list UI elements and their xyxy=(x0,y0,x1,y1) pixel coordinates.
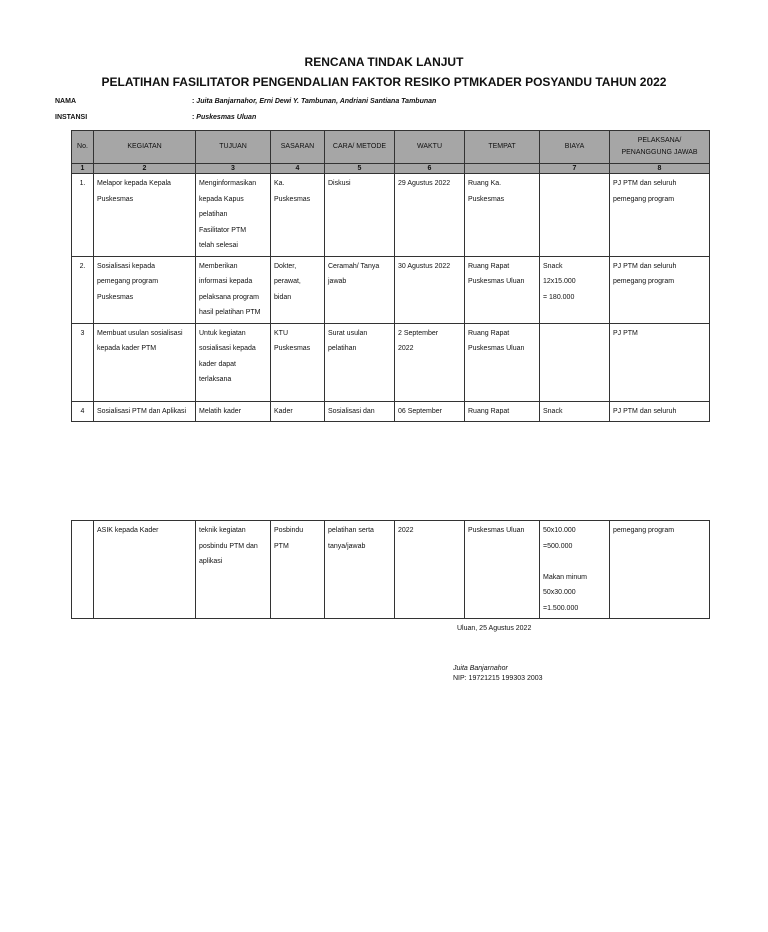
document-title: RENCANA TINDAK LANJUT xyxy=(304,55,464,69)
instansi-value: Puskesmas Uluan xyxy=(196,114,257,121)
row-kegiatan: Sosialisasi PTM dan Aplikasi xyxy=(94,401,196,422)
row-tempat: Ruang Ka. Puskesmas xyxy=(465,174,540,257)
colnum-8: 8 xyxy=(610,164,710,174)
row-no xyxy=(72,521,94,619)
signature-place-date: Uluan, 25 Agustus 2022 xyxy=(457,625,532,632)
row-tujuan: teknik kegiatan posbindu PTM dan aplikasi xyxy=(196,521,271,619)
row-tempat: Ruang Rapat Puskesmas Uluan xyxy=(465,256,540,323)
colnum-4: 4 xyxy=(271,164,325,174)
row-waktu: 2022 xyxy=(395,521,465,619)
instansi-colon: : xyxy=(192,114,195,121)
row-tempat: Ruang Rapat xyxy=(465,401,540,422)
row-waktu: 2 September 2022 xyxy=(395,323,465,401)
row-waktu: 29 Agustus 2022 xyxy=(395,174,465,257)
row-sasaran: Kader xyxy=(271,401,325,422)
row-sasaran: Posbindu PTM xyxy=(271,521,325,619)
row-no: 2. xyxy=(72,256,94,323)
table-row xyxy=(72,256,710,323)
plan-table-continuation xyxy=(71,520,710,619)
row-biaya: 50x10.000 =500.000 Makan minum 50x30.000 =1.500.000 xyxy=(540,521,610,619)
row-metode: pelatihan serta tanya/jawab xyxy=(325,521,395,619)
colnum-7: 7 xyxy=(540,164,610,174)
row-biaya: Snack xyxy=(540,401,610,422)
row-no: 1. xyxy=(72,174,94,257)
row-biaya: Snack 12x15.000 = 180.000 xyxy=(540,256,610,323)
header-sasaran: SASARAN xyxy=(271,131,325,164)
nama-label: NAMA xyxy=(55,98,76,105)
header-tujuan: TUJUAN xyxy=(196,131,271,164)
row-kegiatan: Melapor kepada Kepala Puskesmas xyxy=(94,174,196,257)
table-row xyxy=(72,174,710,257)
row-pj: PJ PTM xyxy=(610,323,710,401)
row-metode: Ceramah/ Tanya jawab xyxy=(325,256,395,323)
colnum-6: 6 xyxy=(395,164,465,174)
header-metode: CARA/ METODE xyxy=(325,131,395,164)
row-pj: PJ PTM dan seluruh pemegang program xyxy=(610,174,710,257)
nama-colon: : xyxy=(192,98,195,105)
instansi-label: INSTANSI xyxy=(55,114,88,121)
row-kegiatan: Membuat usulan sosialisasi kepada kader PTM xyxy=(94,323,196,401)
header-kegiatan: KEGIATAN xyxy=(94,131,196,164)
row-biaya xyxy=(540,323,610,401)
header-biaya: BIAYA xyxy=(540,131,610,164)
row-metode: Diskusi xyxy=(325,174,395,257)
colnum-1: 1 xyxy=(72,164,94,174)
row-metode: Surat usulan pelatihan xyxy=(325,323,395,401)
header-row xyxy=(72,131,710,164)
header-tempat: TEMPAT xyxy=(465,131,540,164)
header-pelaksana: PELAKSANA/ PENANGGUNG JAWAB xyxy=(610,131,710,164)
nama-value: Juita Banjarnahor, Erni Dewi Y. Tambunan, Andriani Santiana Tambunan xyxy=(196,98,437,105)
table-row xyxy=(72,323,710,401)
row-metode: Sosialisasi dan xyxy=(325,401,395,422)
row-pj: pemegang program xyxy=(610,521,710,619)
plan-table xyxy=(71,130,710,422)
row-sasaran: KTU Puskesmas xyxy=(271,323,325,401)
header-no: No. xyxy=(72,131,94,164)
table-row xyxy=(72,521,710,619)
row-no: 4 xyxy=(72,401,94,422)
column-number-row xyxy=(72,164,710,174)
row-tempat: Puskesmas Uluan xyxy=(465,521,540,619)
row-waktu: 06 September xyxy=(395,401,465,422)
row-sasaran: Dokter, perawat, bidan xyxy=(271,256,325,323)
row-tujuan: Untuk kegiatan sosialisasi kepada kader dapat terlaksana xyxy=(196,323,271,401)
row-no: 3 xyxy=(72,323,94,401)
row-pj: PJ PTM dan seluruh pemegang program xyxy=(610,256,710,323)
row-waktu: 30 Agustus 2022 xyxy=(395,256,465,323)
nama-value-wrap xyxy=(192,98,612,105)
row-tempat: Ruang Rapat Puskesmas Uluan xyxy=(465,323,540,401)
row-tujuan: Melatih kader xyxy=(196,401,271,422)
instansi-value-wrap xyxy=(192,114,612,121)
colnum-2: 2 xyxy=(94,164,196,174)
row-pj: PJ PTM dan seluruh xyxy=(610,401,710,422)
colnum-5: 5 xyxy=(325,164,395,174)
table-row xyxy=(72,401,710,422)
signature-nip: NIP: 19721215 199303 2003 xyxy=(453,675,543,682)
row-sasaran: Ka. Puskesmas xyxy=(271,174,325,257)
row-tujuan: Memberikan informasi kepada pelaksana program hasil pelatihan PTM xyxy=(196,256,271,323)
colnum-3: 3 xyxy=(196,164,271,174)
row-kegiatan: ASIK kepada Kader xyxy=(94,521,196,619)
colnum-blank xyxy=(465,164,540,174)
document-subtitle: PELATIHAN FASILITATOR PENGENDALIAN FAKTOR RESIKO PTMKADER POSYANDU TAHUN 2022 xyxy=(101,75,667,89)
row-kegiatan: Sosialisasi kepada pemegang program Puskesmas xyxy=(94,256,196,323)
signature-name: Juita Banjarnahor xyxy=(453,665,508,672)
row-biaya xyxy=(540,174,610,257)
row-tujuan: Menginformasikan kepada Kapus pelatihan Fasilitator PTM telah selesai xyxy=(196,174,271,257)
header-waktu: WAKTU xyxy=(395,131,465,164)
